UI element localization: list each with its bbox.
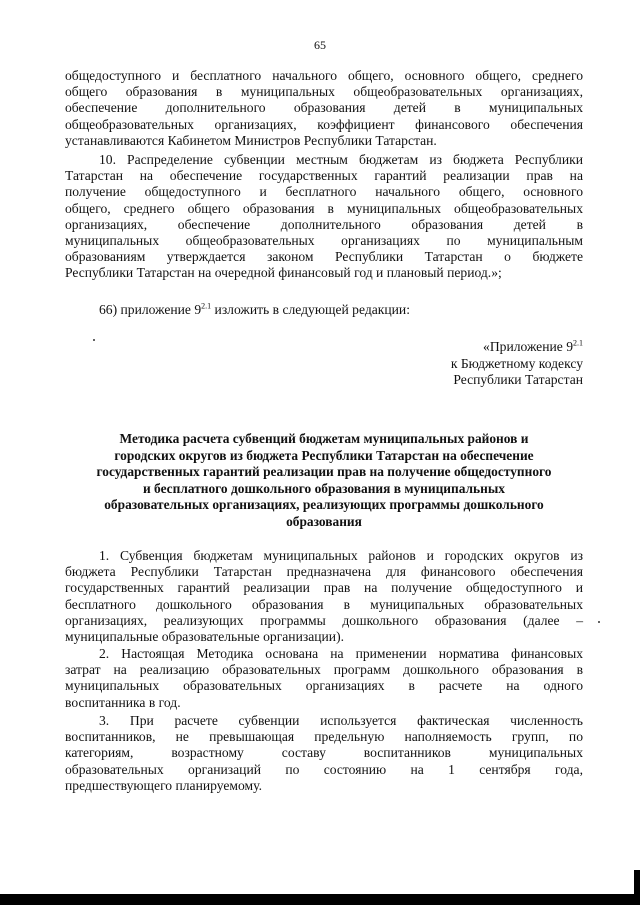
title-line: городских округов из бюджета Республики Татарстан на обеспечение	[114, 447, 534, 463]
scan-edge-bottom	[0, 894, 640, 905]
text-line: образованиям утверждается законом Республики Татарстан о бюджете	[65, 249, 583, 265]
text-line: организациях, реализующих программы дошкольного образования (далее –	[65, 612, 583, 628]
text-line: получение общедоступного и бесплатного начального общего, основного	[65, 184, 583, 200]
text-line: 2. Настоящая Методика основана на применении норматива финансовых	[99, 646, 583, 661]
title-line: Методика расчета субвенций бюджетам муниципальных районов и	[119, 431, 529, 446]
text-line: Татарстан на обеспечение государственных гарантий реализации прав на	[65, 168, 583, 184]
text-line: бюджета Республики Татарстан предназначена для финансового обеспечения	[65, 564, 583, 580]
paragraph-2	[65, 646, 583, 711]
superscript: 2.1	[201, 301, 212, 311]
paragraph-3	[65, 713, 583, 794]
paragraph-10	[65, 152, 583, 282]
superscript: 2.1	[573, 338, 583, 348]
text-line: 10. Распределение субвенции местным бюджетам из бюджета Республики	[99, 152, 583, 167]
appendix-line: Республики Татарстан	[453, 372, 583, 387]
title-line: образования	[286, 513, 362, 529]
amendment-text: 66) приложение 9	[99, 302, 202, 317]
text-line: воспитанников, не превышающая предельную наполняемость групп, по	[65, 729, 583, 745]
title-line: государственных гарантий реализации прав на получение общедоступного	[96, 464, 552, 479]
text-line: бесплатного дошкольного образования в муниципальных образовательных	[65, 596, 583, 612]
amendment-text: изложить в следующей редакции:	[211, 302, 410, 317]
appendix-line: «Приложение $9^{2.1}$	[483, 338, 583, 354]
text-line: муниципальных образовательных организациях в расчете на одного	[65, 678, 583, 694]
text-line: затрат на реализацию образовательных программ дошкольного образования в	[65, 662, 583, 678]
methodology-title	[65, 431, 583, 530]
text-line: образовательных организаций по состоянию на 1 сентября года,	[65, 761, 583, 777]
text-line: муниципальных общеобразовательных организациях по муниципальным	[65, 233, 583, 249]
text-line: организациях, обеспечение дополнительного образования детей в	[65, 216, 583, 232]
text-line: государственных гарантий реализации прав на получение общедоступного и	[65, 580, 583, 596]
text-line: обеспечение дополнительного образования детей в муниципальных	[65, 100, 583, 116]
title-line: образовательных организациях, реализующих программы дошкольного	[104, 497, 544, 512]
text-line: Республики Татарстан на очередной финансовый год и плановый период.»;	[65, 265, 502, 281]
page-number: 65	[314, 38, 326, 52]
appendix-line: к Бюджетному кодексу	[450, 355, 583, 371]
text-line	[65, 302, 583, 318]
text-line: общедоступного и бесплатного начального общего, основного общего, среднего	[65, 68, 583, 83]
paragraph-continuation	[65, 68, 583, 149]
text-line: муниципальные образовательные организации).	[65, 629, 345, 645]
scan-speck	[93, 339, 95, 341]
scan-speck	[598, 621, 600, 623]
paragraph-66	[65, 302, 583, 318]
title-line: и бесплатного дошкольного образования в муниципальных	[142, 480, 505, 496]
text-line: 3. При расчете субвенции используется фактическая численность	[99, 713, 583, 728]
text-line: 1. Субвенция бюджетам муниципальных районов и городских округов из	[99, 548, 583, 563]
text-line: общеобразовательных организациях, коэффициент финансового обеспечения	[65, 116, 583, 132]
text-line: предшествующего планируемому.	[65, 777, 262, 793]
text-line: общего образования в муниципальных общеобразовательных организациях,	[65, 84, 583, 100]
text-line: устанавливаются Кабинетом Министров Республики Татарстан.	[65, 132, 437, 148]
appendix-header	[451, 339, 583, 389]
paragraph-1	[65, 548, 583, 645]
text-line: воспитанника в год.	[65, 694, 181, 710]
text-line: категориям, возрастному составу воспитанников муниципальных	[65, 745, 583, 761]
text-line: общего, среднего общего образования в муниципальных общеобразовательных	[65, 200, 583, 216]
